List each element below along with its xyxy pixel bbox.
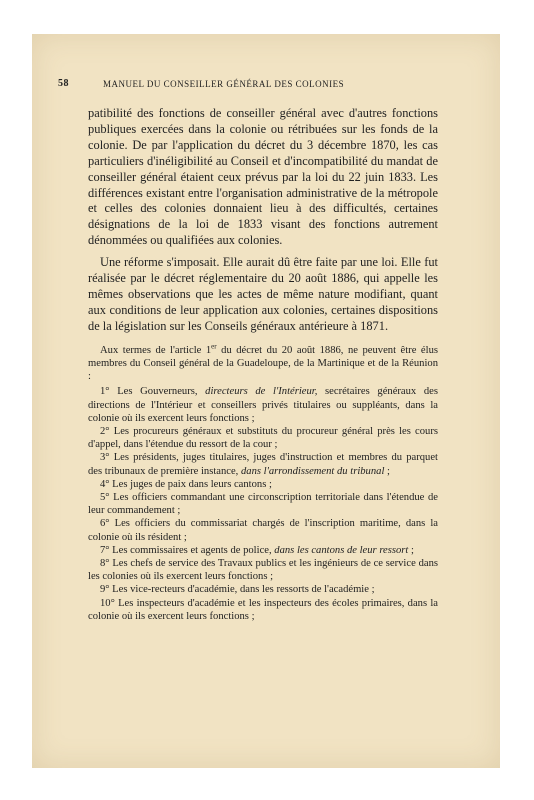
list-item: 6° Les officiers du commissariat chargés de l'inscription maritime, dans la colonie où ils résident ; bbox=[88, 518, 438, 543]
paragraph: patibilité des fonctions de conseiller général avec d'autres fonctions publiques exercées dans la colonie ou rétribuées sur les fonds de la colonie. De par l'application du décret du 3 décembre 1870, les cas particuliers d'inéligibilité au Conseil et d'incompatibilité du mandat de conseiller général étaient ceux prévus par la loi du 22 juin 1833. Les différences existant entre l'organisation administrative de la métropole et celles des colonies donnaient lieu à des difficultés, certaines désignations de la loi de 1833 visant des fonctions autrement dénommées ou qualifiées aux colonies. bbox=[88, 106, 438, 248]
list-item: 7° Les commissaires et agents de police, dans les cantons de leur ressort ; bbox=[100, 544, 414, 556]
list-item: 3° Les présidents, juges titulaires, juges d'instruction et membres du parquet des tribunaux de première instance, dans l'arrondissement du tribunal ; bbox=[88, 452, 438, 477]
note-intro: Aux termes de l'article 1er du décret du 20 août 1886, ne peuvent être élus membres du Conseil général de la Guadeloupe, de la Martinique et de la Réunion : bbox=[88, 342, 438, 383]
list-item: 1° Les Gouverneurs, directeurs de l'Intérieur, secrétaires généraux des directions de l'Intérieur et conseillers privés titulaires ou suppléants, dans la colonie où ils exercent leurs fonctions ; bbox=[88, 386, 438, 424]
list-item: 2° Les procureurs généraux et substituts du procureur général près les cours d'appel, dans l'étendue du ressort de la cour ; bbox=[88, 425, 438, 451]
list-item: 8° Les chefs de service des Travaux publics et les ingénieurs de ce service dans les colonies où ils exercent leurs fonctions ; bbox=[88, 557, 438, 583]
footnote-block bbox=[88, 344, 438, 623]
list-item: 10° Les inspecteurs d'académie et les inspecteurs des écoles primaires, dans la colonie où ils exercent leurs fonctions ; bbox=[88, 597, 438, 622]
paragraph: Une réforme s'imposait. Elle aurait dû être faite par une loi. Elle fut réalisée par le décret réglementaire du 20 août 1886, qui appelle les mêmes observations que les actes de même nature modifiant, quant aux conditions de leur application aux colonies, certaines dispositions de la législation sur les Conseils généraux antérieure à 1871. bbox=[88, 255, 438, 333]
running-title: MANUEL DU CONSEILLER GÉNÉRAL DES COLONIES bbox=[103, 79, 345, 89]
page-body bbox=[88, 106, 438, 623]
list-item: 5° Les officiers commandant une circonscription territoriale dans l'étendue de leur commandement ; bbox=[88, 491, 438, 517]
list-item: 9° Les vice-recteurs d'académie, dans les ressorts de l'académie ; bbox=[100, 584, 375, 596]
page-number: 58 bbox=[58, 78, 69, 89]
list-item: 4° Les juges de paix dans leurs cantons ; bbox=[100, 478, 272, 490]
